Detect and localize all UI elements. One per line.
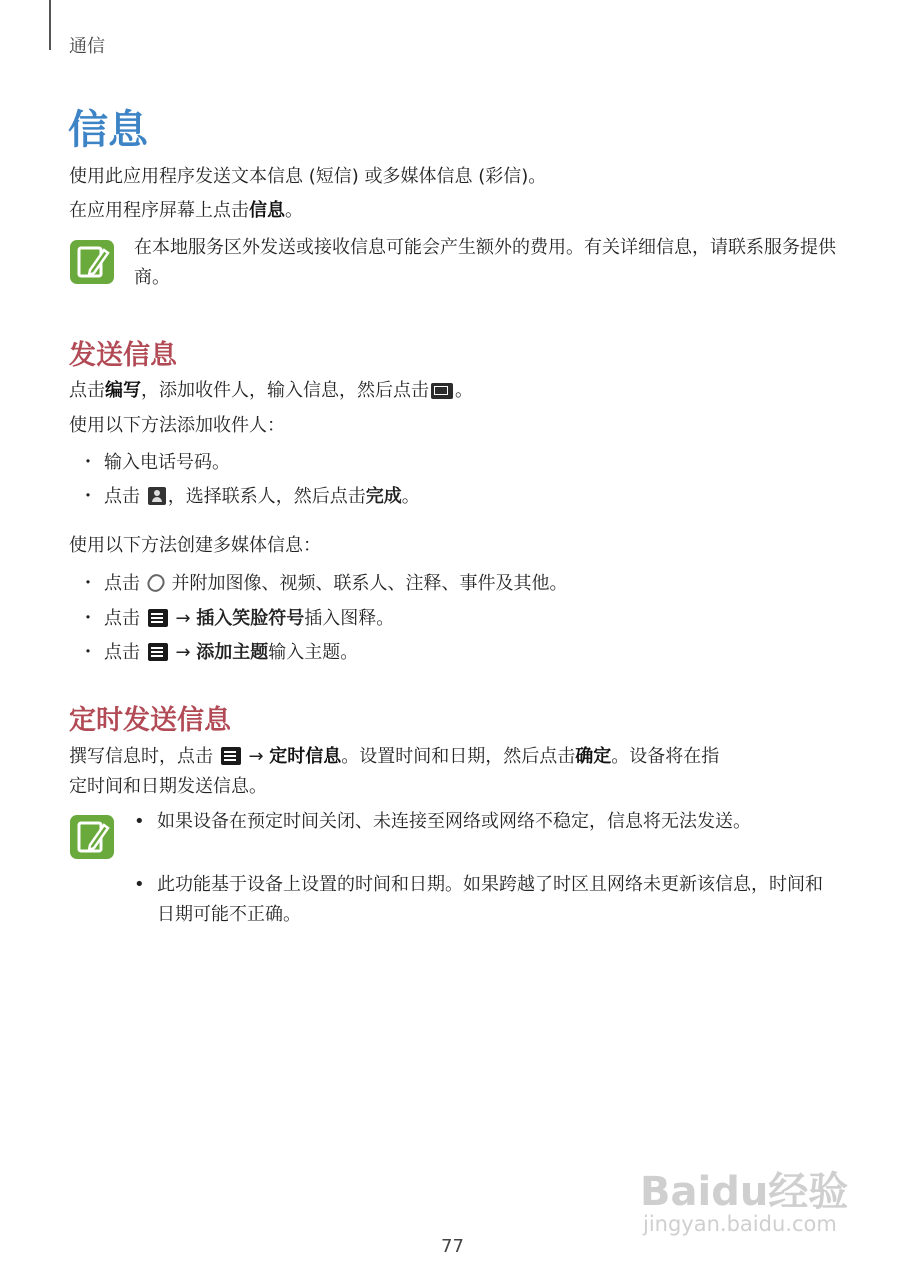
send-p1-pre: 点击 bbox=[69, 380, 105, 401]
page-title: 信息 bbox=[68, 107, 148, 153]
note-2-bullet-1: 如果设备在预定时间关闭、未连接至网络或网络不稳定，信息将无法发送。 bbox=[157, 811, 751, 832]
schedule-p1-bold-1: 定时信息 bbox=[269, 746, 342, 767]
bullet-5 bbox=[104, 638, 358, 668]
schedule-p1 bbox=[69, 742, 719, 772]
arrow: → bbox=[175, 608, 191, 629]
bullet-1: 输入电话号码。 bbox=[104, 452, 230, 473]
bullet-4 bbox=[104, 604, 394, 634]
bullet-2-mid: ，选择联系人，然后点击 bbox=[167, 486, 366, 507]
note-icon bbox=[70, 815, 114, 859]
send-p3: 使用以下方法创建多媒体信息： bbox=[69, 535, 321, 556]
schedule-p1-mid: 。设置时间和日期，然后点击 bbox=[341, 746, 576, 767]
send-p1-mid: ，添加收件人，输入信息，然后点击 bbox=[141, 380, 429, 401]
schedule-heading: 定时发送信息 bbox=[69, 705, 231, 736]
schedule-p1-line-2: 定时间和日期发送信息。 bbox=[69, 776, 267, 797]
watermark-url: jingyan.baidu.com bbox=[643, 1212, 837, 1236]
bullet-3 bbox=[104, 569, 567, 599]
send-p1-bold: 编写 bbox=[105, 380, 141, 401]
bullet-5-pre: 点击 bbox=[104, 642, 140, 663]
send-p1-post: 。 bbox=[455, 380, 473, 401]
menu-icon bbox=[221, 747, 241, 765]
note-bullet-marker: • bbox=[134, 811, 145, 832]
menu-icon bbox=[148, 609, 168, 627]
bullet-4-post: 插入图释。 bbox=[304, 608, 395, 629]
bullet-3-post: 并附加图像、视频、联系人、注释、事件及其他。 bbox=[171, 573, 568, 594]
intro-line-1: 使用此应用程序发送文本信息 (短信) 或多媒体信息 (彩信)。 bbox=[69, 166, 547, 187]
intro-line-2-bold: 信息 bbox=[249, 200, 285, 221]
bullet-marker: ・ bbox=[79, 486, 97, 507]
schedule-p1-post: 。设备将在指 bbox=[611, 746, 720, 767]
bullet-2-bold: 完成 bbox=[365, 486, 402, 507]
bullet-4-bold: 插入笑脸符号 bbox=[196, 608, 305, 629]
bullet-3-pre: 点击 bbox=[104, 573, 140, 594]
send-p1 bbox=[69, 376, 473, 406]
watermark-logo: Baidu经验 bbox=[640, 1169, 849, 1215]
send-icon bbox=[431, 383, 453, 399]
section-label: 通信 bbox=[69, 36, 105, 57]
contact-icon bbox=[148, 487, 166, 505]
paperclip-icon bbox=[144, 571, 167, 595]
bullet-marker: ・ bbox=[79, 573, 97, 594]
arrow: → bbox=[175, 642, 191, 663]
bullet-5-post: 输入主题。 bbox=[268, 642, 359, 663]
note-icon bbox=[70, 240, 114, 284]
note-bullet-marker: • bbox=[134, 874, 145, 895]
bullet-marker: ・ bbox=[79, 642, 97, 663]
schedule-p1-bold-2: 确定 bbox=[575, 746, 612, 767]
intro-line-2 bbox=[69, 196, 303, 226]
header-rule bbox=[49, 0, 51, 50]
bullet-2 bbox=[104, 482, 420, 512]
intro-line-2-pre: 在应用程序屏幕上点击 bbox=[69, 200, 249, 221]
send-heading: 发送信息 bbox=[69, 340, 177, 371]
intro-line-2-post: 。 bbox=[285, 200, 303, 221]
bullet-marker: ・ bbox=[79, 608, 97, 629]
bullet-2-pre: 点击 bbox=[104, 486, 140, 507]
schedule-p1-pre: 撰写信息时，点击 bbox=[69, 746, 213, 767]
note-1-text: 在本地服务区外发送或接收信息可能会产生额外的费用。有关详细信息，请联系服务提供商。 bbox=[134, 237, 836, 288]
menu-icon bbox=[148, 643, 168, 661]
bullet-marker: ・ bbox=[79, 452, 97, 473]
bullet-4-pre: 点击 bbox=[104, 608, 140, 629]
bullet-5-bold: 添加主题 bbox=[196, 642, 269, 663]
send-p2: 使用以下方法添加收件人： bbox=[69, 415, 285, 436]
note-2-bullet-2: 此功能基于设备上设置的时间和日期。如果跨越了时区且网络未更新该信息，时间和日期可能不正确。 bbox=[157, 874, 823, 925]
page-number: 77 bbox=[441, 1236, 464, 1257]
bullet-2-post: 。 bbox=[401, 486, 420, 507]
arrow: → bbox=[248, 746, 264, 767]
